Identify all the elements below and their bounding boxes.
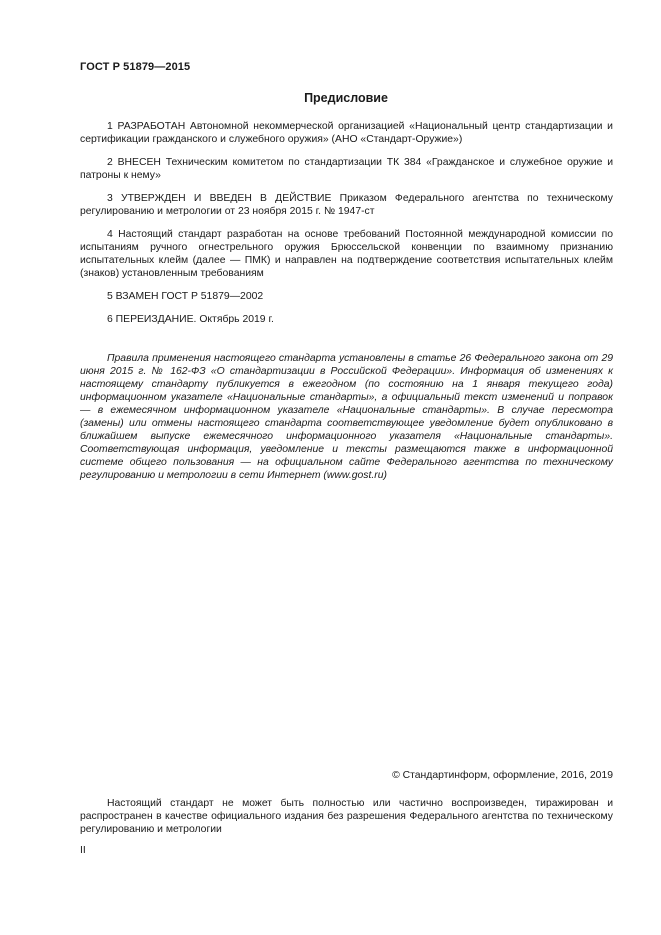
copyright-line: © Стандартинформ, оформление, 2016, 2019 [392,770,613,781]
preface-item-introduced: 2 ВНЕСЕН Техническим комитетом по стандартизации ТК 384 «Гражданское и служебное оружие и патроны к нему» [80,157,613,181]
section-title: Предисловие [304,91,388,105]
application-rules-notice: Правила применения настоящего стандарта установлены в статье 26 Федерального закона от 29 июня 2015 г. № 162-ФЗ «О стандартизации в Российской Федерации». Информация об изменениях к настоящему стандарту публикуется в ежегодном (по состоянию на 1 января текущего года) информационном указателе «Национальные стандарты», а официальный текст изменений и поправок — в ежемесячном информационном указателе «Национальные стандарты». В случае пересмотра (замены) или отмены настоящего стандарта соответствующее уведомление будет опубликовано в ближайшем выпуске ежемесячного информационного указателя «Национальные стандарты». Соответствующая информация, уведомление и тексты размещаются также в информационной системе общего пользования — на официальном сайте Федерального агентства по техническому регулированию и метрологии в сети Интернет (www.gost.ru) [80,353,613,481]
reproduction-notice: Настоящий стандарт не может быть полностью или частично воспроизведен, тиражирован и распространен в качестве официального издания без разрешения Федерального агентства по техническому регулированию и метрологии [80,798,613,835]
preface-item-reissue: 6 ПЕРЕИЗДАНИЕ. Октябрь 2019 г. [107,314,274,325]
preface-item-replaces: 5 ВЗАМЕН ГОСТ Р 51879—2002 [107,291,264,302]
document-code: ГОСТ Р 51879—2015 [80,61,191,73]
preface-item-developed: 1 РАЗРАБОТАН Автономной некоммерческой организацией «Национальный центр стандартизации и сертификации гражданского и служебного оружия» (АНО «Стандарт-Оружие») [80,121,613,145]
preface-items [80,120,613,336]
preface-item-basis: 4 Настоящий стандарт разработан на основе требований Постоянной международной комиссии по испытаниям ручного огнестрельного оружия Брюссельской конвенции по взаимному признанию испытательных клейм (далее — ПМК) и направлен на подтверждение соответствия испытательных клейм (знаков) установленным требованиям [80,229,613,279]
page-number: II [80,845,86,856]
preface-item-approved: 3 УТВЕРЖДЕН И ВВЕДЕН В ДЕЙСТВИЕ Приказом Федерального агентства по техническому регулированию и метрологии от 23 ноября 2015 г. № 1947-ст [80,193,613,217]
